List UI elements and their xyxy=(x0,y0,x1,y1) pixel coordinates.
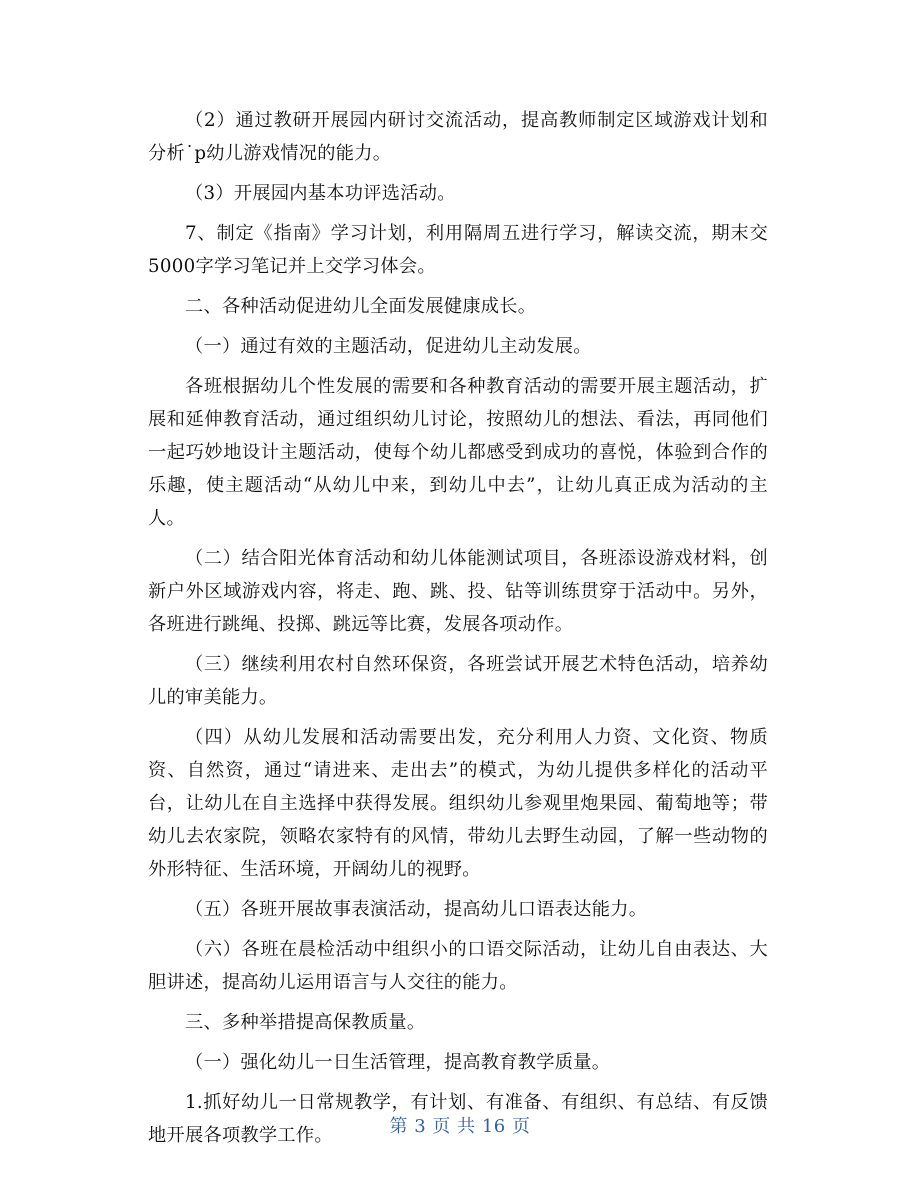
paragraph: （六）各班在晨检活动中组织小的口语交际活动，让幼儿自由表达、大胆讲述，提高幼儿运用语言与人交往的能力。 xyxy=(148,939,768,993)
document-body xyxy=(148,104,768,1159)
paragraph: （3）开展园内基本功评选活动。 xyxy=(185,183,456,204)
paragraph: 1.抓好幼儿一日常规教学，有计划、有准备、有组织、有总结、有反馈地开展各项教学工作。 xyxy=(148,1092,768,1146)
subsection-heading: （一）通过有效的主题活动，促进幼儿主动发展。 xyxy=(185,336,592,357)
page-number-footer: 第 3 页 共 16 页 xyxy=(389,1116,531,1137)
subsection-heading: （一）强化幼儿一日生活管理，提高教育教学质量。 xyxy=(185,1052,611,1073)
section-heading: 二、各种活动促进幼儿全面发展健康成长。 xyxy=(185,296,537,317)
paragraph: （三）继续利用农村自然环保资，各班尝试开展艺术特色活动，培养幼儿的审美能力。 xyxy=(148,654,768,708)
paragraph: 各班根据幼儿个性发展的需要和各种教育活动的需要开展主题活动，扩展和延伸教育活动，通过组织幼儿讨论，按照幼儿的想法、看法，再同他们一起巧妙地设计主题活动，使每个幼儿都感受到成功的喜悦，体验到合作的乐趣，使主题活动“从幼儿中来，到幼儿中去”，让幼儿真正成为活动的主人。 xyxy=(148,376,768,529)
paragraph: （四）从幼儿发展和活动需要出发，充分利用人力资、文化资、物质资、自然资，通过“请进来、走出去”的模式，为幼儿提供多样化的活动平台，让幼儿在自主选择中获得发展。组织幼儿参观里炮果园、葡萄地等；带幼儿去农家院，领略农家特有的风情，带幼儿去野生动园，了解一些动物的外形特征、生活环境，开阔幼儿的视野。 xyxy=(148,727,768,880)
paragraph: 7、制定《指南》学习计划，利用隔周五进行学习，解读交流，期末交5000字学习笔记并上交学习体会。 xyxy=(148,223,768,277)
paragraph: （二）结合阳光体育活动和幼儿体能测试项目，各班添设游戏材料，创新户外区域游戏内容，将走、跑、跳、投、钻等训练贯穿于活动中。另外，各班进行跳绳、投掷、跳远等比赛，发展各项动作。 xyxy=(148,548,768,635)
section-heading: 三、多种举措提高保教质量。 xyxy=(185,1012,426,1033)
paragraph: （五）各班开展故事表演活动，提高幼儿口语表达能力。 xyxy=(185,899,648,920)
paragraph: （2）通过教研开展园内研讨交流活动，提高教师制定区域游戏计划和分析˙p幼儿游戏情况的能力。 xyxy=(148,110,768,164)
